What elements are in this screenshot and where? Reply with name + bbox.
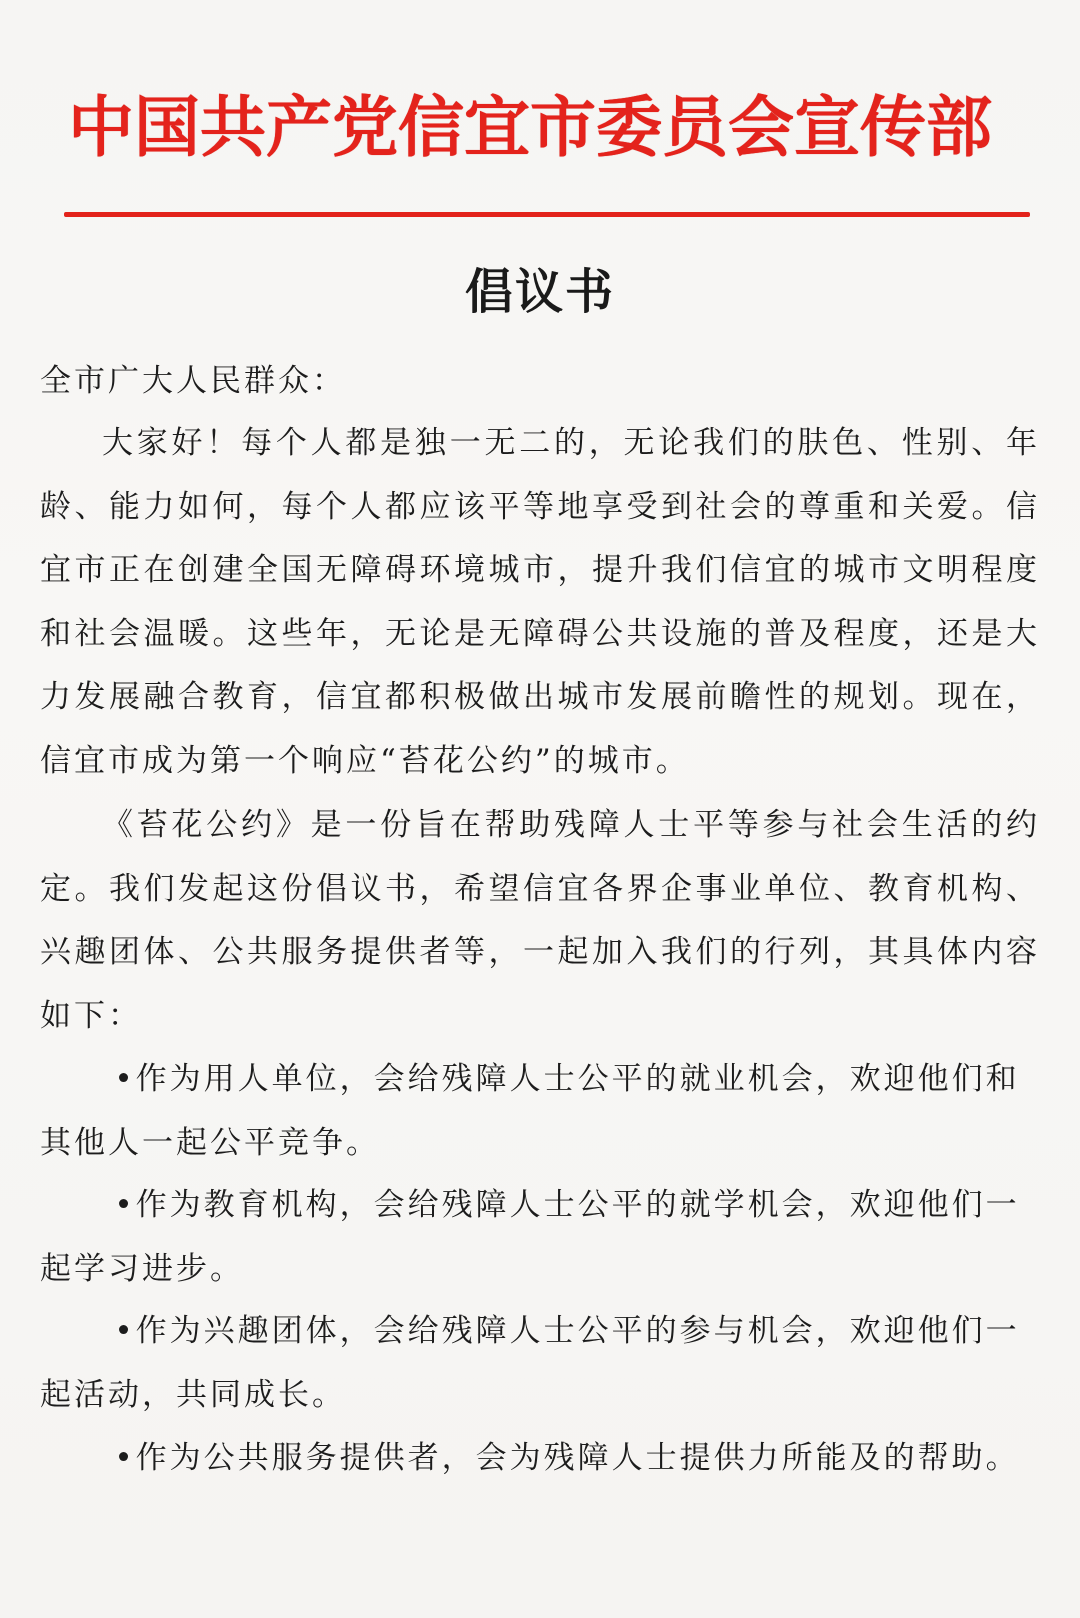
red-divider-line bbox=[64, 212, 1030, 217]
list-item-education: •作为教育机构，会给残障人士公平的就学机会，欢迎他们一起学习进步。 bbox=[40, 1187, 1020, 1287]
salutation: 全市广大人民群众： bbox=[40, 363, 346, 399]
list-item-interest-group: •作为兴趣团体，会给残障人士公平的参与机会，欢迎他们一起活动，共同成长。 bbox=[40, 1313, 1020, 1413]
paragraph-intro: 大家好！每个人都是独一无二的，无论我们的肤色、性别、年龄、能力如何，每个人都应该平等地享受到社会的尊重和关爱。信宜市正在创建全国无障碍环境城市，提升我们信宜的城市文明程度和社会温暖。这些年，无论是无障碍公共设施的普及程度，还是大力发展融合教育，信宜都积极做出城市发展前瞻性的规划。现在，信宜市成为第一个响应“苔花公约”的城市。 bbox=[40, 425, 1040, 779]
document-title: 倡议书 bbox=[464, 264, 615, 320]
paragraph-pact: 《苔花公约》是一份旨在帮助残障人士平等参与社会生活的约定。我们发起这份倡议书，希望信宜各界企事业单位、教育机构、兴趣团体、公共服务提供者等，一起加入我们的行列，其具体内容如下： bbox=[40, 807, 1040, 1034]
list-item-public-service: •作为公共服务提供者，会为残障人士提供力所能及的帮助。 bbox=[114, 1440, 1020, 1476]
list-item-employer: •作为用人单位，会给残障人士公平的就业机会，欢迎他们和其他人一起公平竞争。 bbox=[40, 1061, 1020, 1161]
organization-header: 中国共产党信宜市委员会宣传部 bbox=[68, 88, 992, 166]
